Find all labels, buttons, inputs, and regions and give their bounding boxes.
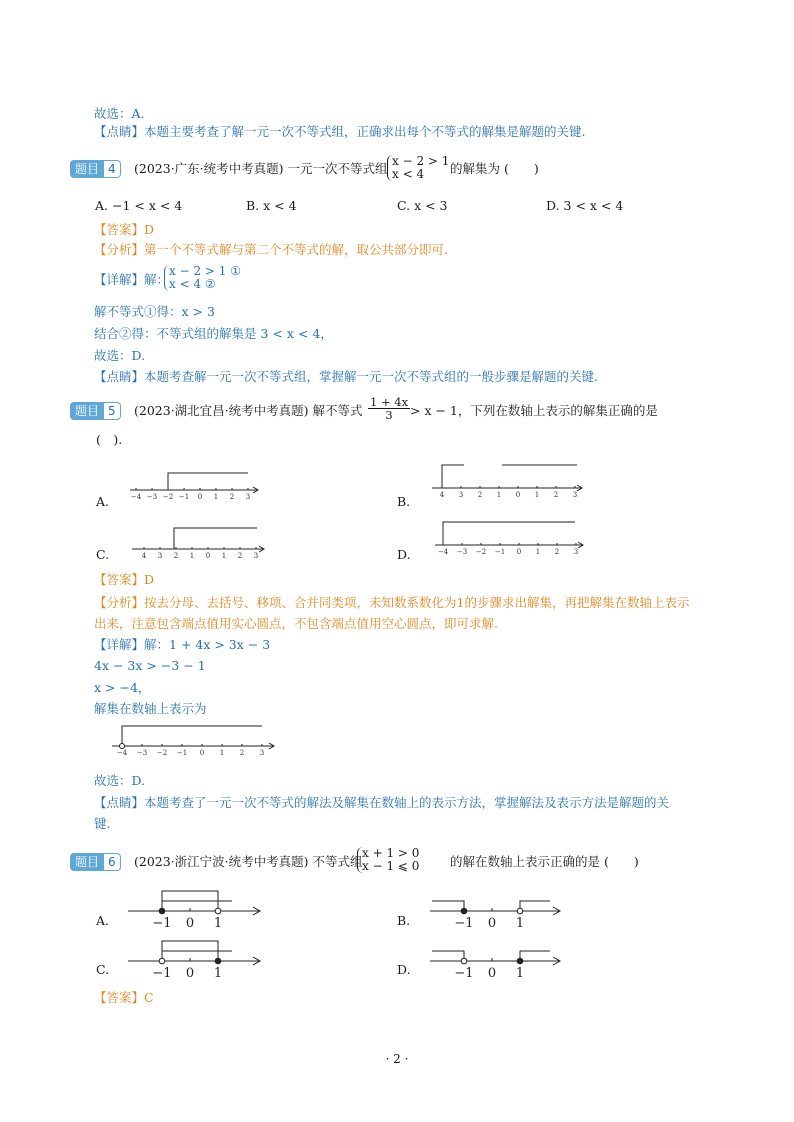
q4-step2: 结合②得：不等式组的解集是 3 < x < 4，: [94, 326, 333, 341]
note-tag: 【点睛】: [94, 124, 145, 139]
q5-note-1: [94, 795, 669, 811]
tick-label: −1: [454, 966, 474, 981]
q5-source: (2023·湖北宜昌·统考中考真题) 解不等式: [134, 403, 363, 418]
tick-label: −1: [176, 749, 188, 757]
analysis-tag: 【分析】: [94, 242, 145, 257]
solution-ray: [432, 951, 464, 961]
tick-label: 1: [213, 966, 223, 981]
tick-label: −3: [136, 749, 148, 757]
tick-label: 4: [439, 491, 445, 499]
tick-label: 0: [487, 966, 497, 981]
q6-number-line-a: [128, 885, 263, 930]
q4-detail-system: [164, 265, 241, 291]
tick-label: 2: [477, 491, 483, 499]
open-endpoint: [215, 908, 221, 914]
top-note: [94, 124, 586, 140]
q5-number-line-b: [432, 460, 584, 502]
tick-label: 0: [185, 966, 195, 981]
q5-note-2: 键.: [94, 816, 111, 831]
page-number: · 2 ·: [385, 1052, 409, 1066]
tick-label: 3: [572, 491, 578, 499]
q6-option-b-letter: B.: [397, 913, 411, 928]
note-text: 本题考查解一元一次不等式组，掌握解一元一次不等式组的一般步骤是解题的关键.: [144, 369, 598, 384]
q5-option-b-letter: B.: [397, 494, 411, 509]
q5-number-line-a: [130, 470, 260, 506]
tick-label: 0: [515, 491, 521, 499]
note-text: 本题考查了一元一次不等式的解法及解集在数轴上的表示方法，掌握解法及表示方法是解题的关: [144, 795, 670, 810]
tick-label: −1: [494, 548, 506, 556]
detail-tag: 【详解】: [94, 272, 145, 287]
q4-sys-line1: x − 2 > 1: [392, 154, 450, 168]
q6-sys-line2: x − 1 ⩽ 0: [362, 859, 420, 873]
filled-endpoint: [517, 958, 523, 964]
tick-label: −2: [475, 548, 487, 556]
q5-number-line-c: [132, 524, 267, 560]
badge-number: 5: [104, 402, 121, 420]
note-text: 本题主要考查了解一元一次不等式组，正确求出每个不等式的解集是解题的关键.: [144, 124, 586, 139]
open-endpoint: [159, 958, 165, 964]
tick-label: 1: [221, 552, 227, 560]
q6-number-line-b: [430, 885, 562, 930]
q4-detail: [94, 272, 169, 288]
q4-source: (2023·广东·统考中考真题) 一元一次不等式组: [134, 161, 388, 176]
q4-tail: 的解集为 ( ): [450, 161, 539, 176]
tick-label: 3: [245, 493, 251, 501]
q4-option-c: C. x < 3: [397, 198, 448, 213]
tick-label: 3: [259, 749, 265, 757]
tick-label: 2: [237, 552, 243, 560]
question-badge-6: [70, 853, 121, 871]
q4-system: [387, 155, 449, 181]
solution-ray: [442, 465, 464, 488]
badge-number: 6: [104, 853, 121, 871]
q5-conclusion: 故选：D.: [94, 773, 146, 788]
question-badge-5: [70, 402, 121, 420]
tick-label: 0: [487, 916, 497, 931]
analysis-tag: 【分析】: [94, 595, 145, 610]
q4-step3: 故选：D.: [94, 348, 146, 363]
solution-ray: [174, 528, 257, 549]
q5-fraction: [368, 396, 410, 421]
q6-number-line-d: [430, 935, 562, 980]
q5-answer-number-line: [112, 722, 277, 762]
answer-tag: 【答案】: [94, 572, 145, 587]
tick-label: 0: [197, 493, 203, 501]
q5-answer: [94, 572, 154, 588]
tick-label: 1: [496, 491, 502, 499]
detail-tag: 【详解】: [94, 637, 145, 652]
detail-text: 解：1 + 4x > 3x − 3: [144, 637, 271, 652]
tick-label: −2: [156, 749, 168, 757]
tick-label: 2: [554, 548, 560, 556]
q5-tail: > x − 1，下列在数轴上表示的解集正确的是: [410, 403, 658, 418]
tick-label: 1: [535, 548, 541, 556]
tick-label: 3: [253, 552, 259, 560]
answer-value: D: [144, 222, 155, 237]
badge-number: 4: [104, 160, 121, 178]
filled-endpoint: [461, 908, 467, 914]
tick-label: −1: [454, 916, 474, 931]
q6-system: [357, 847, 419, 873]
open-endpoint: [517, 908, 523, 914]
q5-detail-2: 4x − 3x > −3 − 1: [94, 658, 206, 673]
q5-analysis-1: [94, 595, 689, 611]
tick-label: 1: [213, 493, 219, 501]
q6-option-d-letter: D.: [397, 962, 411, 977]
tick-label: 2: [239, 749, 245, 757]
q5-detail-1: [94, 637, 270, 653]
answer-value: D: [144, 572, 155, 587]
q4-analysis: [94, 242, 448, 258]
tick-label: 3: [458, 491, 464, 499]
tick-label: 1: [219, 749, 225, 757]
tick-label: 1: [534, 491, 540, 499]
top-conclusion: 故选：A.: [94, 106, 145, 121]
tick-label: 0: [185, 916, 195, 931]
solution-ray: [168, 473, 248, 490]
q5-detail-4: 解集在数轴上表示为: [94, 701, 207, 716]
tick-label: −4: [130, 493, 142, 501]
detail-prefix: 解：: [144, 272, 170, 287]
q5-analysis-2: 出来，注意包含端点值用实心圆点，不包含端点值用空心圆点，即可求解.: [94, 616, 498, 631]
tick-label: −3: [146, 493, 158, 501]
q6-source: (2023·浙江宁波·统考中考真题) 不等式组: [134, 854, 363, 869]
solution-ray: [122, 726, 262, 743]
tick-label: −1: [152, 966, 172, 981]
tick-label: −2: [162, 493, 174, 501]
tick-label: 2: [553, 491, 559, 499]
tick-label: 4: [141, 552, 147, 560]
frac-num: 1 + 4x: [370, 395, 409, 409]
question-badge-4: [70, 160, 121, 178]
q6-tail: 的解在数轴上表示正确的是 ( ): [450, 854, 639, 869]
tick-label: −4: [437, 548, 449, 556]
q4-option-a: A. −1 < x < 4: [95, 198, 183, 213]
tick-label: 2: [229, 493, 235, 501]
tick-label: 1: [515, 966, 525, 981]
tick-label: −4: [116, 749, 128, 757]
open-endpoint: [461, 958, 467, 964]
q4-option-d: D. 3 < x < 4: [546, 198, 624, 213]
tick-label: 3: [157, 552, 163, 560]
note-tag: 【点睛】: [94, 795, 145, 810]
tick-label: 1: [515, 916, 525, 931]
q5-option-a-letter: A.: [96, 494, 110, 509]
tick-label: −3: [456, 548, 468, 556]
q4-answer: [94, 222, 154, 238]
tick-label: 2: [173, 552, 179, 560]
badge-label: 题目: [70, 402, 104, 420]
tick-label: 1: [213, 916, 223, 931]
q6-option-a-letter: A.: [96, 913, 110, 928]
q6-option-c-letter: C.: [96, 962, 110, 977]
tick-label: −1: [152, 916, 172, 931]
solution-ray: [520, 951, 550, 961]
q4-detail-sys2: x < 4 ②: [169, 277, 216, 291]
tick-label: 0: [205, 552, 211, 560]
analysis-text: 按去分母、去括号、移项、合并同类项，未知数系数化为1的步骤求出解集，再把解集在数轴上表示: [144, 595, 690, 610]
q6-sys-line1: x + 1 > 0: [362, 846, 420, 860]
q5-number-line-d: [435, 517, 585, 557]
analysis-text: 第一个不等式解与第二个不等式的解，取公共部分即可.: [144, 242, 448, 257]
answer-tag: 【答案】: [94, 222, 145, 237]
note-tag: 【点睛】: [94, 369, 145, 384]
q5-paren: ( ).: [96, 432, 123, 447]
solution-ray: [443, 522, 575, 545]
tick-label: −1: [178, 493, 190, 501]
filled-endpoint: [215, 958, 221, 964]
q4-sys-line2: x < 4: [392, 167, 425, 181]
answer-value: C: [144, 990, 154, 1005]
open-endpoint: [120, 744, 125, 749]
q4-note: [94, 369, 598, 385]
solution-ray: [520, 901, 550, 911]
q4-option-b: B. x < 4: [246, 198, 297, 213]
filled-endpoint: [159, 908, 165, 914]
badge-label: 题目: [70, 853, 104, 871]
answer-tag: 【答案】: [94, 990, 145, 1005]
q5-option-d-letter: D.: [397, 547, 411, 562]
q5-option-c-letter: C.: [96, 547, 110, 562]
q6-number-line-c: [128, 935, 263, 980]
frac-den: 3: [385, 408, 393, 422]
solution-ray: [432, 901, 464, 911]
tick-label: 3: [573, 548, 579, 556]
tick-label: 0: [199, 749, 205, 757]
q5-detail-3: x > −4，: [94, 680, 151, 695]
badge-label: 题目: [70, 160, 104, 178]
q6-answer: [94, 990, 154, 1006]
q4-step1: 解不等式①得：x > 3: [94, 304, 215, 319]
q4-detail-sys1: x − 2 > 1 ①: [169, 264, 241, 278]
tick-label: 0: [516, 548, 522, 556]
tick-label: 1: [189, 552, 195, 560]
